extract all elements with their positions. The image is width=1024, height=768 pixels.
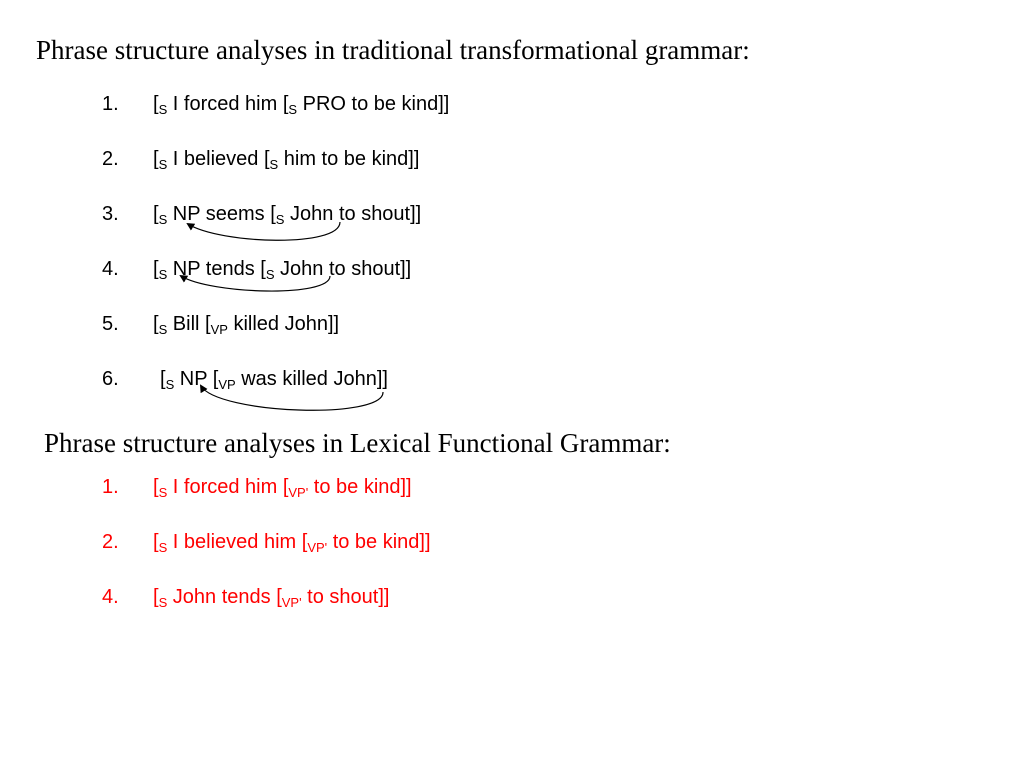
category-subscript: S bbox=[158, 157, 168, 172]
example-number: 2. bbox=[102, 148, 119, 170]
example-number: 4. bbox=[102, 258, 119, 280]
expression-text: him to be kind]] bbox=[278, 148, 420, 170]
example-expression bbox=[153, 148, 420, 172]
expression-text: PRO to be kind]] bbox=[297, 93, 450, 115]
example-number: 6. bbox=[102, 368, 119, 390]
category-subscript: S bbox=[158, 212, 168, 227]
example-number: 1. bbox=[102, 476, 119, 498]
example-expression bbox=[153, 203, 422, 227]
category-subscript: VP bbox=[210, 322, 228, 337]
example-number: 5. bbox=[102, 313, 119, 335]
expression-text: I forced him [ bbox=[167, 93, 289, 115]
example-number: 3. bbox=[102, 203, 119, 225]
example-number: 1. bbox=[102, 93, 119, 115]
expression-text: John to shout]] bbox=[274, 258, 412, 280]
example-expression bbox=[153, 313, 340, 337]
expression-text: [ bbox=[153, 586, 159, 608]
expression-text: NP [ bbox=[174, 368, 219, 390]
expression-text: [ bbox=[160, 368, 166, 390]
expression-text: [ bbox=[153, 313, 159, 335]
expression-text: NP seems [ bbox=[167, 203, 276, 225]
category-subscript: S bbox=[158, 595, 168, 610]
category-subscript: S bbox=[158, 267, 168, 282]
expression-text: to shout]] bbox=[301, 586, 390, 608]
category-subscript: S bbox=[158, 540, 168, 555]
example-number: 2. bbox=[102, 531, 119, 553]
category-subscript: S bbox=[288, 102, 298, 117]
category-subscript: S bbox=[265, 267, 275, 282]
example-expression bbox=[153, 586, 390, 610]
expression-text: NP tends [ bbox=[167, 258, 266, 280]
expression-text: [ bbox=[153, 531, 159, 553]
example-expression bbox=[160, 368, 388, 392]
category-subscript: S bbox=[158, 102, 168, 117]
expression-text: [ bbox=[153, 476, 159, 498]
expression-text: killed John]] bbox=[227, 313, 340, 335]
example-number: 4. bbox=[102, 586, 119, 608]
category-subscript: VP' bbox=[281, 595, 302, 610]
category-subscript: S bbox=[165, 377, 175, 392]
expression-text: to be kind]] bbox=[308, 476, 412, 498]
section-heading-transformational: Phrase structure analyses in traditional transformational grammar: bbox=[36, 35, 750, 65]
category-subscript: S bbox=[275, 212, 285, 227]
example-expression bbox=[153, 531, 431, 555]
expression-text: was killed John]] bbox=[235, 368, 388, 390]
category-subscript: VP' bbox=[307, 540, 328, 555]
expression-text: John tends [ bbox=[167, 586, 282, 608]
category-subscript: S bbox=[158, 485, 168, 500]
expression-text: [ bbox=[153, 93, 159, 115]
expression-text: [ bbox=[153, 258, 159, 280]
expression-text: [ bbox=[153, 203, 159, 225]
category-subscript: S bbox=[158, 322, 168, 337]
example-expression bbox=[153, 93, 450, 117]
expression-text: to be kind]] bbox=[327, 531, 431, 553]
section-heading-lfg: Phrase structure analyses in Lexical Functional Grammar: bbox=[44, 428, 671, 458]
expression-text: John to shout]] bbox=[284, 203, 422, 225]
expression-text: [ bbox=[153, 148, 159, 170]
example-expression bbox=[153, 476, 412, 500]
category-subscript: VP bbox=[218, 377, 236, 392]
expression-text: Bill [ bbox=[167, 313, 211, 335]
expression-text: I forced him [ bbox=[167, 476, 289, 498]
category-subscript: VP' bbox=[288, 485, 309, 500]
expression-text: I believed [ bbox=[167, 148, 270, 170]
category-subscript: S bbox=[269, 157, 279, 172]
example-expression bbox=[153, 258, 412, 282]
expression-text: I believed him [ bbox=[167, 531, 308, 553]
